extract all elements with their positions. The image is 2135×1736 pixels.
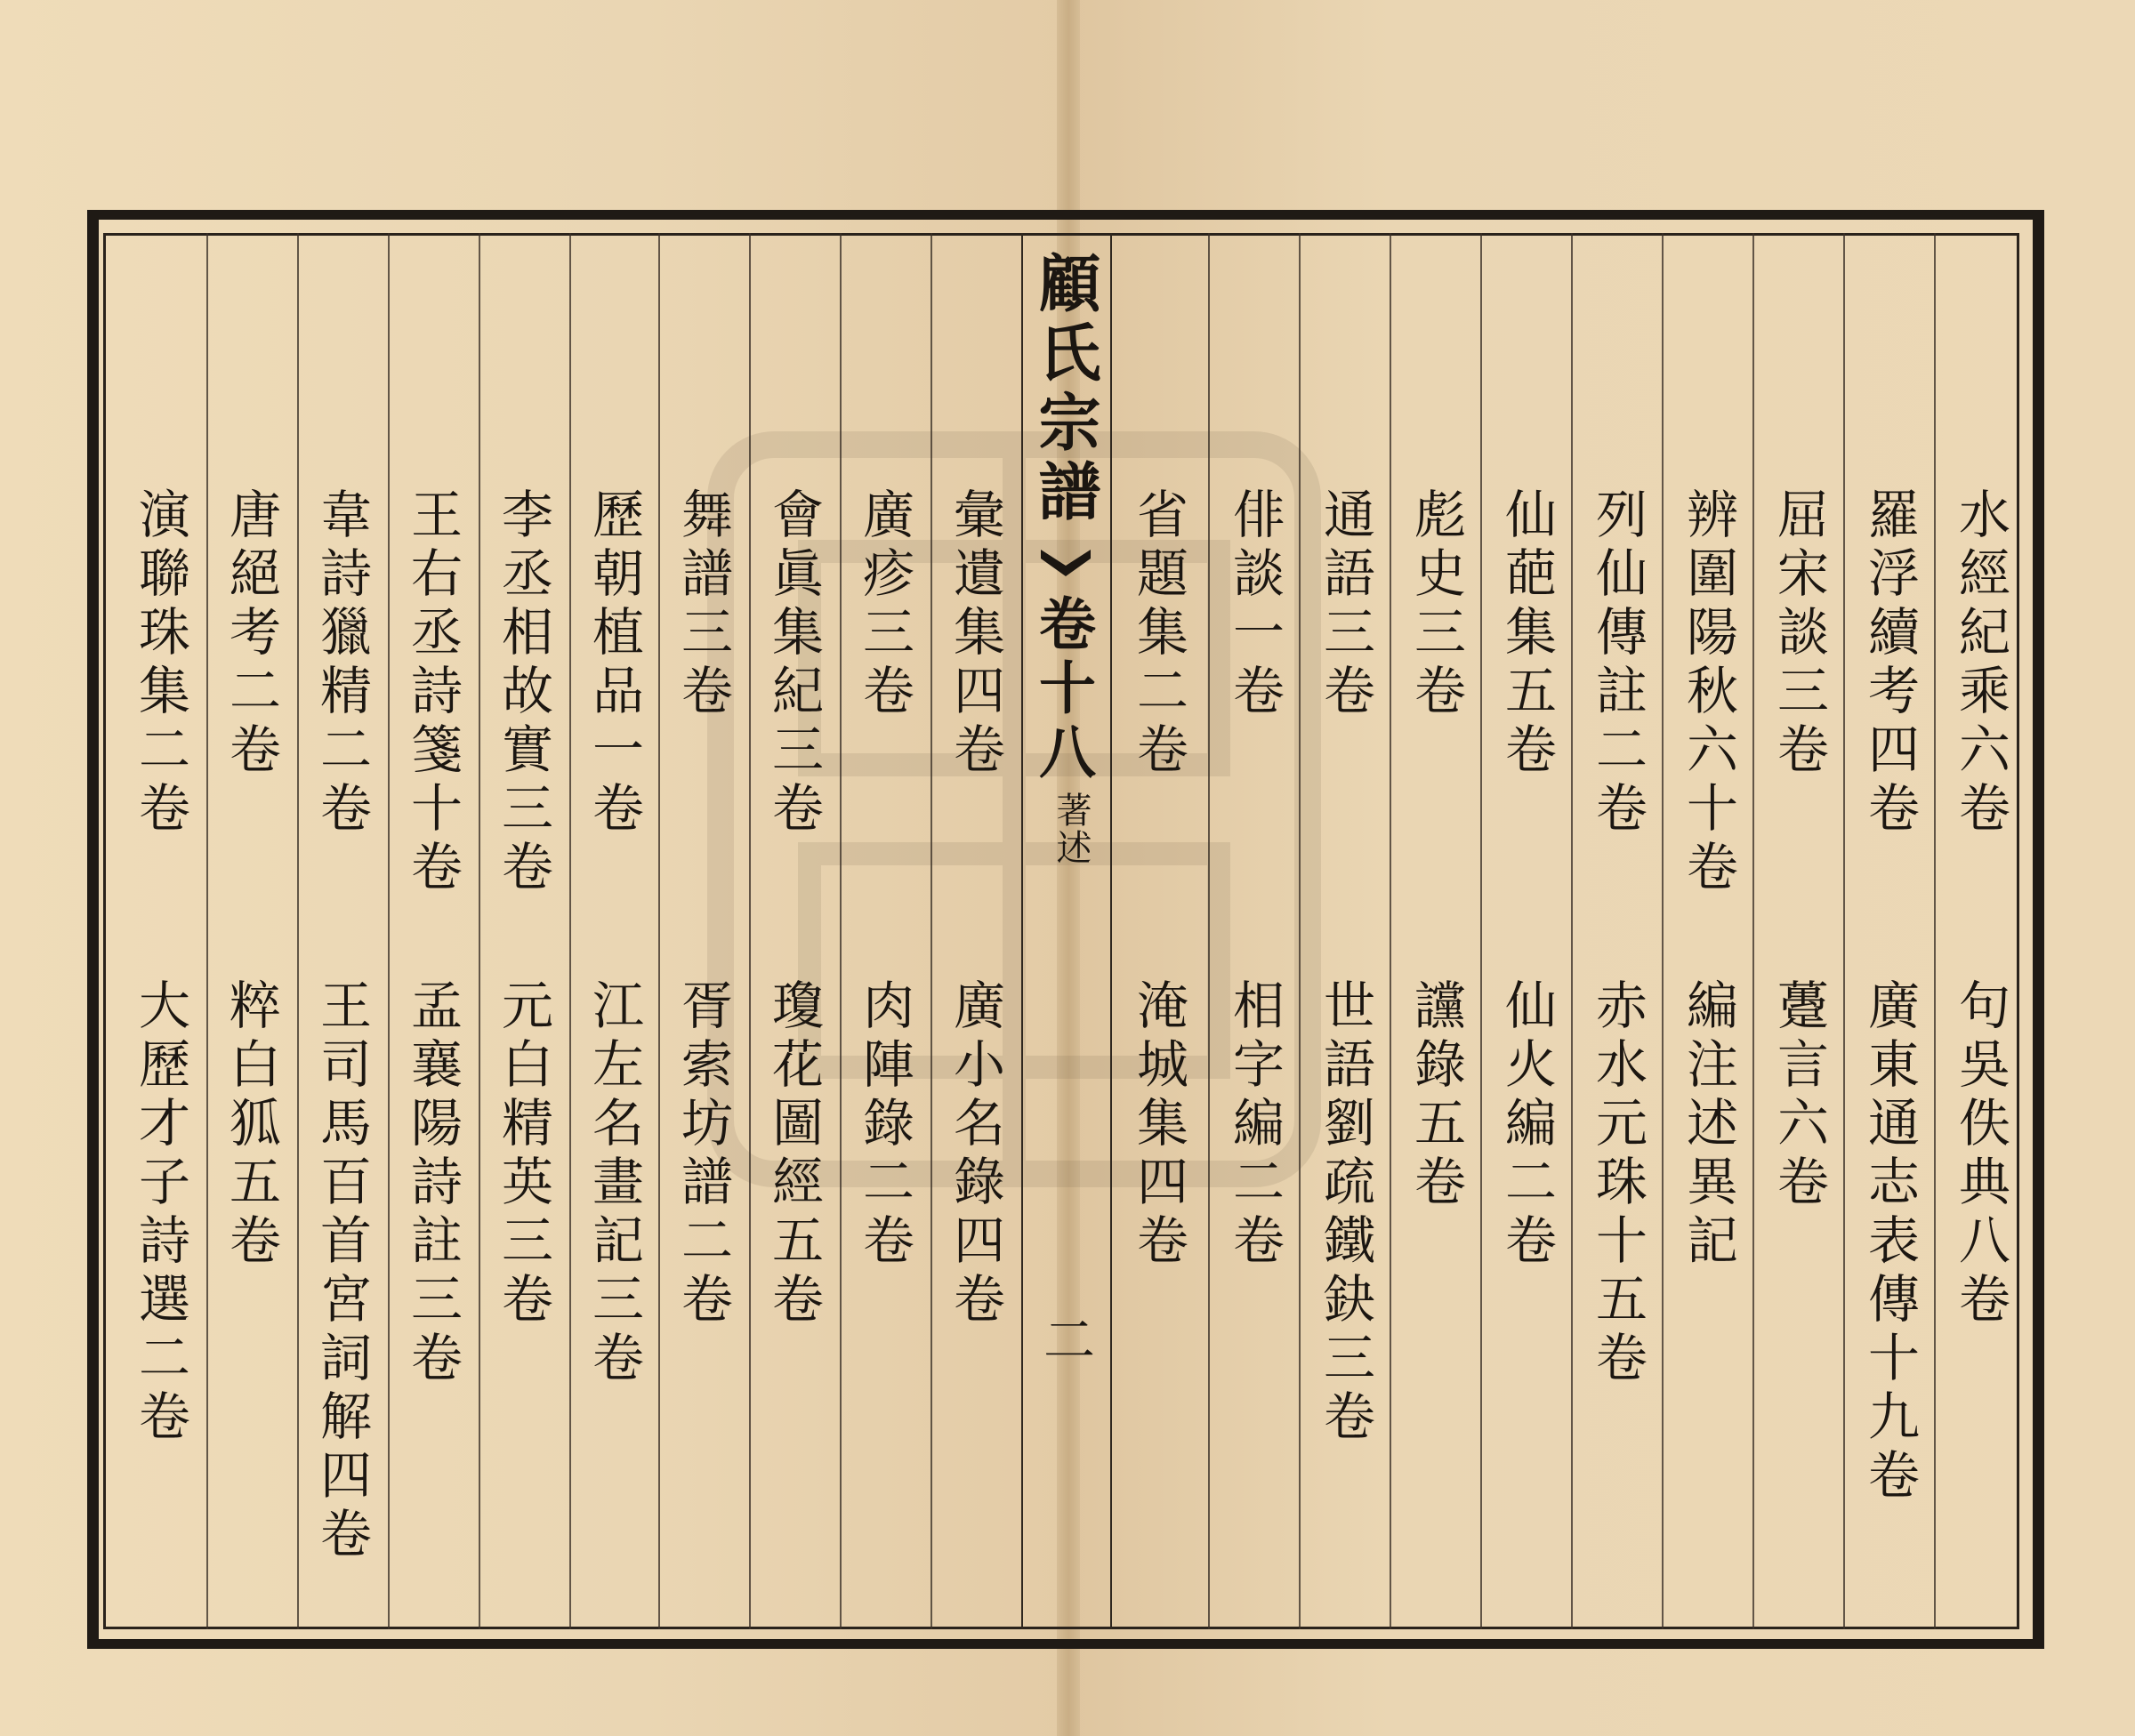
column-rule <box>1752 233 1754 1629</box>
volume-label: 卷十八 <box>1029 594 1096 786</box>
entry-title-upper: 舞譜三卷 <box>673 487 733 722</box>
column-rule <box>749 233 751 1629</box>
column-rule <box>1299 233 1301 1629</box>
entry-title-upper: 羅浮續考四卷 <box>1859 487 1920 840</box>
fish-tail-mark-icon <box>1039 546 1092 582</box>
entry-title-lower: 躉言六卷 <box>1768 978 1829 1213</box>
page-number: 二 <box>1035 1313 1095 1364</box>
entry-title-upper: 屈宋談三卷 <box>1768 487 1829 781</box>
entry-title-upper: 俳談一卷 <box>1224 487 1285 722</box>
entry-title-lower: 胥索坊譜二卷 <box>673 978 733 1330</box>
entry-title-lower: 句吳佚典八卷 <box>1950 978 2010 1330</box>
entry-title-upper: 省題集二卷 <box>1128 487 1188 781</box>
entry-title-upper: 李丞相故實三卷 <box>493 487 553 898</box>
entry-title-upper: 歷朝植品一卷 <box>584 487 644 840</box>
entry-title-upper: 辨圍陽秋六十卷 <box>1678 487 1738 898</box>
section-label: 著述 <box>1051 792 1092 866</box>
entry-title-lower: 赤水元珠十五卷 <box>1587 978 1648 1389</box>
entry-title-lower: 王司馬百首宮詞解四卷 <box>311 978 372 1565</box>
column-rule <box>569 233 571 1629</box>
entry-title-lower: 相字編二卷 <box>1224 978 1285 1272</box>
entry-title-upper: 演聯珠集二卷 <box>130 487 190 840</box>
entry-title-upper: 水經紀乘六卷 <box>1950 487 2010 840</box>
entry-title-upper: 通語三卷 <box>1315 487 1375 722</box>
column-rule <box>297 233 299 1629</box>
column-rule <box>1571 233 1573 1629</box>
entry-title-lower: 肉陣錄二卷 <box>854 978 914 1272</box>
entry-title-lower: 粹白狐五卷 <box>221 978 281 1272</box>
entry-title-lower: 大歷才子詩選二卷 <box>130 978 190 1448</box>
entry-title-lower: 編注述異記 <box>1678 978 1738 1272</box>
column-rule <box>658 233 660 1629</box>
entry-title-lower: 江左名畫記三卷 <box>584 978 644 1389</box>
entry-title-upper: 韋詩獵精二卷 <box>311 487 372 840</box>
entry-title-upper: 彙遺集四卷 <box>945 487 1005 781</box>
entry-title-lower: 淹城集四卷 <box>1128 978 1188 1272</box>
column-rule <box>1843 233 1845 1629</box>
entry-title-upper: 王右丞詩箋十卷 <box>402 487 463 898</box>
entry-title-lower: 廣小名錄四卷 <box>945 978 1005 1330</box>
entry-title-upper: 列仙傳註二卷 <box>1587 487 1648 840</box>
entry-title-upper: 會眞集紀三卷 <box>763 487 824 840</box>
column-rule <box>1390 233 1391 1629</box>
entry-title-lower: 元白精英三卷 <box>493 978 553 1330</box>
entry-title-lower: 廣東通志表傳十九卷 <box>1859 978 1920 1507</box>
column-rule <box>931 233 932 1629</box>
entry-title-lower: 讜錄五卷 <box>1406 978 1466 1213</box>
column-rule <box>1480 233 1482 1629</box>
entry-title-lower: 仙火編二卷 <box>1496 978 1557 1272</box>
entry-title-upper: 彪史三卷 <box>1406 487 1466 722</box>
column-rule <box>1208 233 1210 1629</box>
entry-title-upper: 唐絕考二卷 <box>221 487 281 781</box>
column-rule <box>840 233 842 1629</box>
entry-title-upper: 仙葩集五卷 <box>1496 487 1557 781</box>
column-rule <box>479 233 480 1629</box>
column-rule <box>1934 233 1936 1629</box>
entry-title-upper: 廣疹三卷 <box>854 487 914 722</box>
column-rule <box>1662 233 1664 1629</box>
column-rule <box>206 233 208 1629</box>
entry-title-lower: 孟襄陽詩註三卷 <box>402 978 463 1389</box>
column-rule <box>388 233 390 1629</box>
entry-title-lower: 世語劉疏鐵鈌三卷 <box>1315 978 1375 1448</box>
entry-title-lower: 瓊花圖經五卷 <box>763 978 824 1330</box>
page-title: 顧氏宗譜 <box>1028 251 1102 528</box>
